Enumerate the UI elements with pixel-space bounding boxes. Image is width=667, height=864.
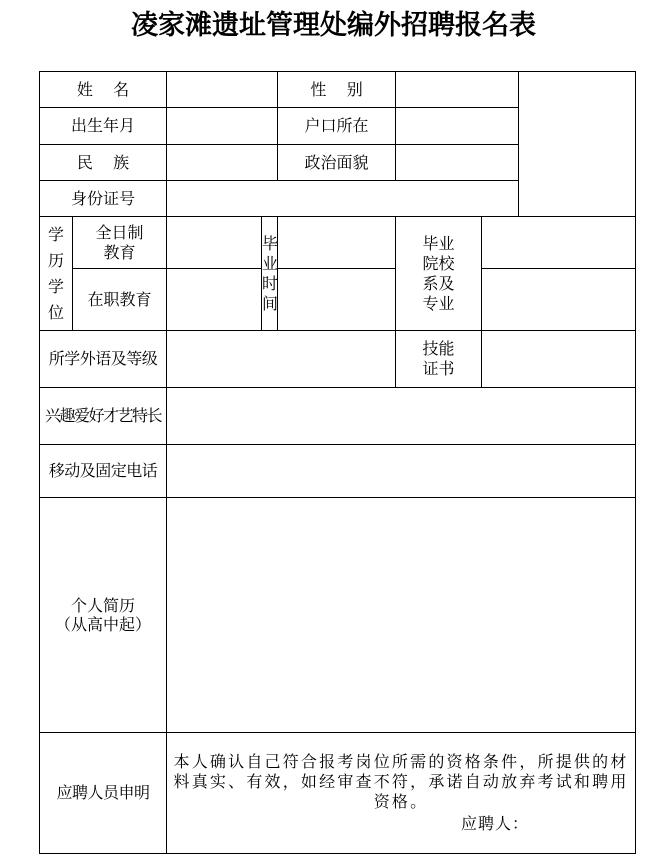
label-phone: 移动及固定电话 (40, 445, 167, 498)
photo-box[interactable] (519, 72, 636, 217)
inservice-degree-field[interactable] (167, 269, 262, 331)
name-field[interactable] (167, 72, 278, 108)
label-political: 政治面貌 (278, 145, 396, 181)
applicant-signature-label: 应聘人： (461, 814, 530, 833)
label-ethnicity: 民 族 (40, 145, 167, 181)
phone-field[interactable] (167, 445, 636, 498)
resume-label-line1: 个人简历 (71, 596, 136, 615)
education-group-label: 学历学位 (47, 224, 64, 322)
hukou-field[interactable] (396, 108, 519, 145)
label-birth: 出生年月 (40, 108, 167, 145)
resume-label-line2: （从高中起） (55, 615, 152, 634)
fulltime-degree-field[interactable] (167, 217, 262, 269)
label-foreign-language: 所学外语及等级 (40, 331, 167, 388)
label-hobbies: 兴趣爱好才艺特长 (40, 388, 167, 445)
label-hukou: 户口所在 (278, 108, 396, 145)
label-education-degree (40, 217, 73, 331)
gender-field[interactable] (396, 72, 519, 108)
ethnicity-field[interactable] (167, 145, 278, 181)
label-gender: 性 别 (278, 72, 396, 108)
label-id-number: 身份证号 (40, 181, 167, 217)
inservice-grad-time-field[interactable] (278, 269, 396, 331)
registration-form-table (39, 71, 636, 854)
inservice-school-field[interactable] (482, 269, 636, 331)
label-inservice-education: 在职教育 (73, 269, 167, 331)
form-title: 凌家滩遗址管理处编外招聘报名表 (131, 10, 536, 41)
label-resume (40, 498, 167, 733)
statement-text: 本人确认自己符合报考岗位所需的资格条件，所提供的材料真实、有效，如经审查不符，承诺自动放弃考试和聘用资格。 (173, 752, 629, 811)
label-school-major: 毕业院校系及专业 (396, 217, 482, 331)
fulltime-school-field[interactable] (482, 217, 636, 269)
label-name: 姓 名 (40, 72, 167, 108)
label-skill-certificate: 技能证书 (396, 331, 482, 388)
resume-field[interactable] (167, 498, 636, 733)
hobbies-field[interactable] (167, 388, 636, 445)
skill-certificate-field[interactable] (482, 331, 636, 388)
political-field[interactable] (396, 145, 519, 181)
label-statement: 应聘人员申明 (40, 733, 167, 854)
statement-cell (167, 733, 636, 854)
fulltime-grad-time-field[interactable] (278, 217, 396, 269)
birth-field[interactable] (167, 108, 278, 145)
label-fulltime-education: 全日制教育 (73, 217, 167, 269)
label-graduation-time: 毕业时间 (262, 217, 278, 331)
foreign-language-field[interactable] (167, 331, 396, 388)
id-number-field[interactable] (167, 181, 519, 217)
